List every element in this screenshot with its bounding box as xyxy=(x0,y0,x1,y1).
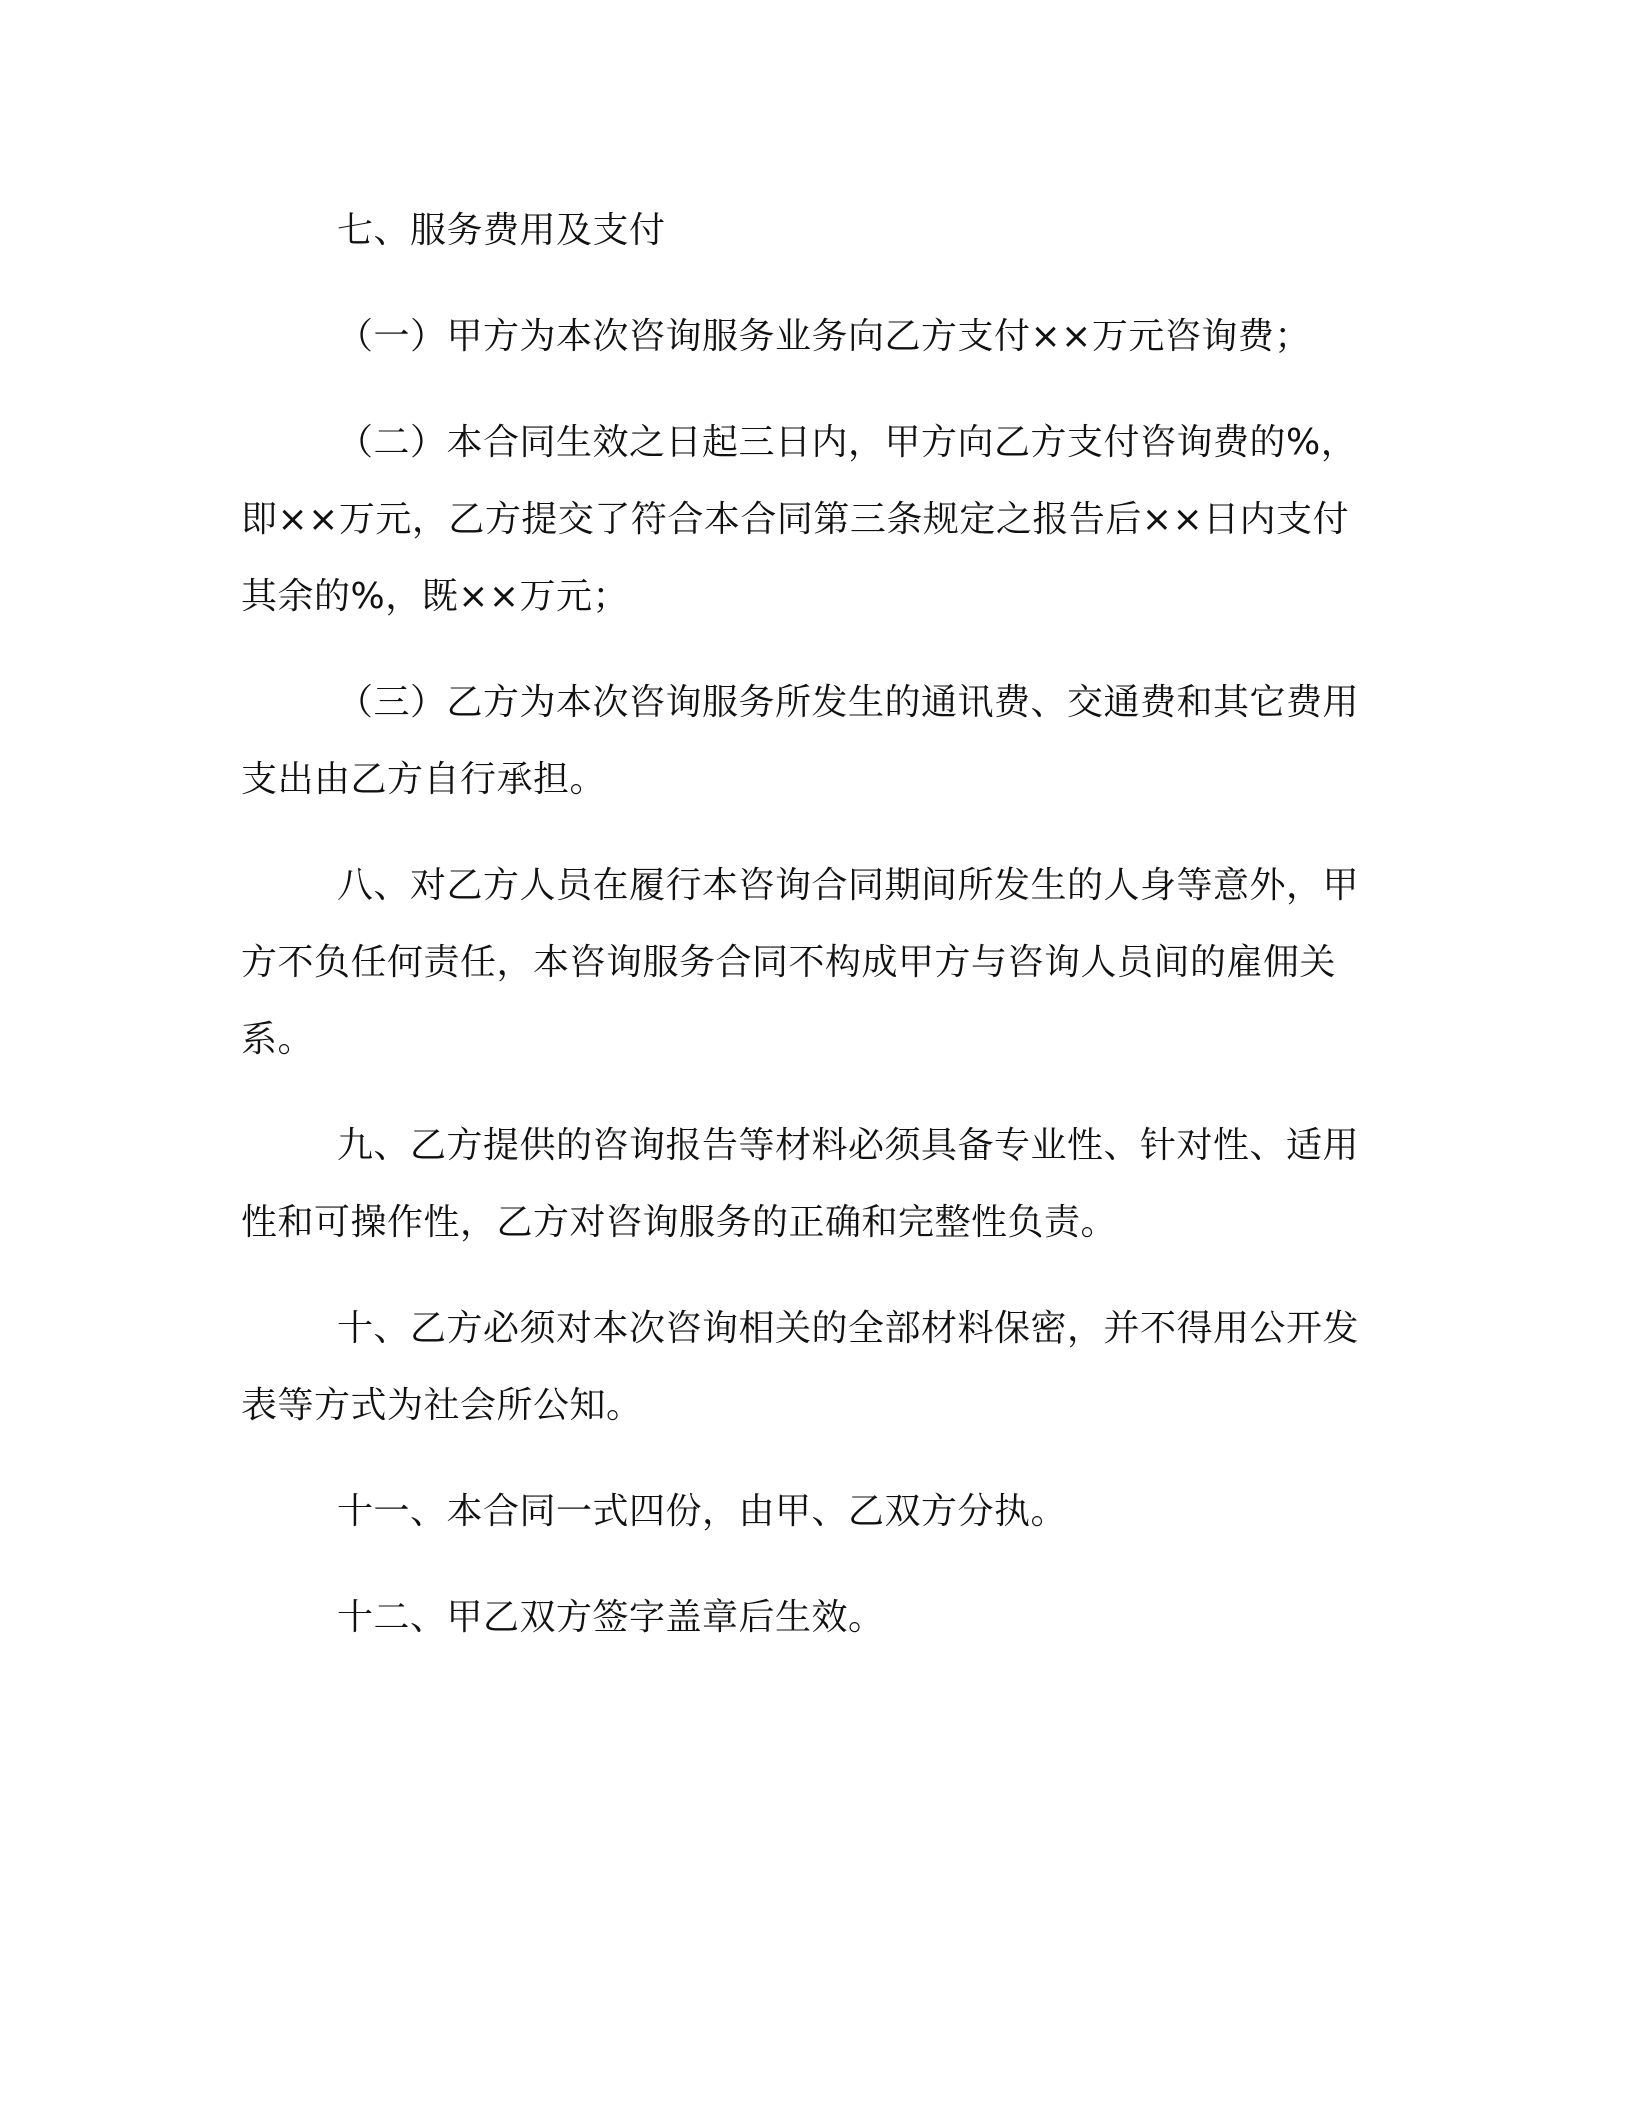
clause-7-2: （二）本合同生效之日起三日内，甲方向乙方支付咨询费的%，即××万元，乙方提交了符合本合同第三条规定之报告后××日内支付其余的%，既××万元； xyxy=(241,422,1358,617)
section-9: 九、乙方提供的咨询报告等材料必须具备专业性、针对性、适用性和可操作性，乙方对咨询服务的正确和完整性负责。 xyxy=(241,1125,1360,1243)
section-12: 十二、甲乙双方签字盖章后生效。 xyxy=(337,1597,885,1638)
clause-7-3: （三）乙方为本次咨询服务所发生的通讯费、交通费和其它费用支出由乙方自行承担。 xyxy=(241,682,1360,800)
clause-7-1: （一）甲方为本次咨询服务业务向乙方支付××万元咨询费； xyxy=(337,316,1311,357)
section-11: 十一、本合同一式四份，由甲、乙双方分执。 xyxy=(337,1491,1068,1532)
section-heading-7: 七、服务费用及支付 xyxy=(337,210,666,251)
section-10: 十、乙方必须对本次咨询相关的全部材料保密，并不得用公开发表等方式为社会所公知。 xyxy=(241,1308,1360,1426)
document-body xyxy=(241,192,1383,1685)
section-8: 八、对乙方人员在履行本咨询合同期间所发生的人身等意外，甲方不负任何责任，本咨询服务合同不构成甲方与咨询人员间的雇佣关系。 xyxy=(241,865,1360,1060)
